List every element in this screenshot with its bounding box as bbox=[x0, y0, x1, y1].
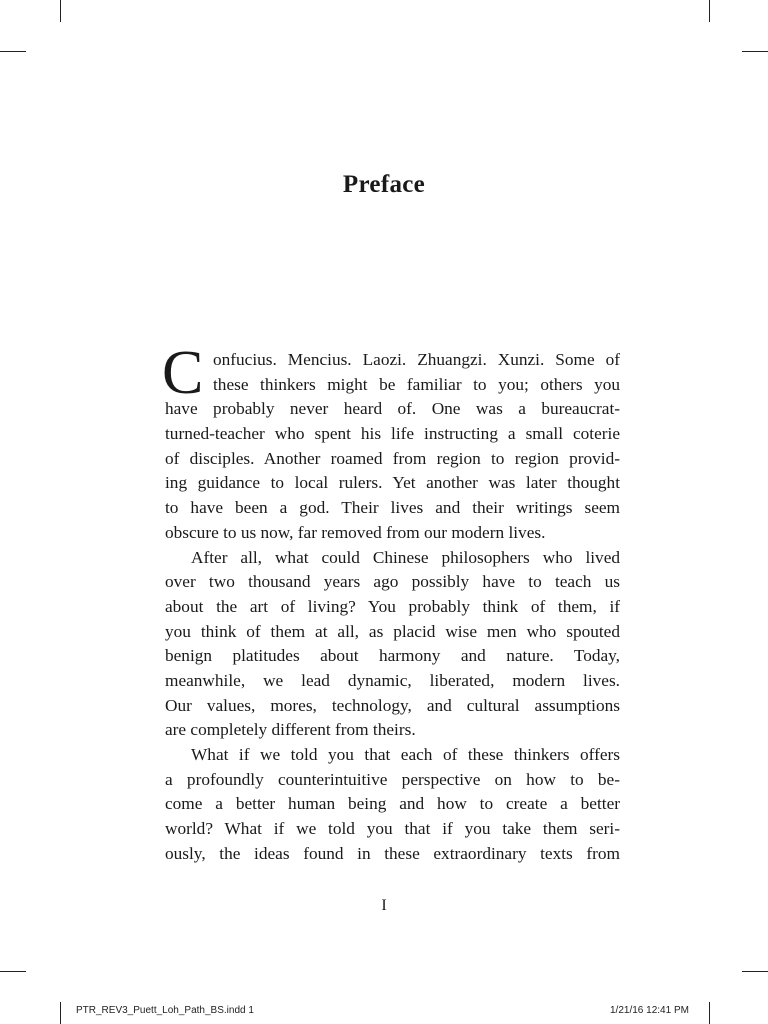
crop-mark bbox=[709, 1002, 710, 1024]
text-line: a profoundly counterintuitive perspective on how to be- bbox=[165, 769, 620, 789]
text-line: to have been a god. Their lives and their writings seem bbox=[165, 498, 620, 518]
slug-datetime: 1/21/16 12:41 PM bbox=[610, 1005, 689, 1016]
slug-filename: PTR_REV3_Puett_Loh_Path_BS.indd 1 bbox=[76, 1005, 254, 1016]
body-text bbox=[162, 339, 620, 866]
text-line: have probably never heard of. One was a bureaucrat- bbox=[165, 399, 620, 419]
text-line: What if we told you that each of these thinkers offers bbox=[191, 745, 620, 764]
paragraph-1 bbox=[165, 348, 620, 546]
text-line: world? What if we told you that if you take them seri- bbox=[165, 819, 620, 839]
text-line: obscure to us now, far removed from our modern lives. bbox=[165, 522, 546, 542]
page-number: I bbox=[381, 897, 387, 914]
text-line: turned-teacher who spent his life instructing a small coterie bbox=[165, 424, 620, 444]
page-title: Preface bbox=[342, 171, 426, 198]
crop-mark bbox=[60, 0, 61, 22]
text-line: over two thousand years ago possibly have to teach us bbox=[165, 572, 620, 592]
paragraph-3 bbox=[165, 743, 620, 866]
text-line: are completely different from theirs. bbox=[165, 720, 416, 740]
text-line: these thinkers might be familiar to you; others you bbox=[213, 374, 620, 394]
text-line: you think of them at all, as placid wise men who spouted bbox=[165, 621, 620, 641]
crop-mark bbox=[709, 0, 710, 22]
text-line: onfucius. Mencius. Laozi. Zhuangzi. Xunzi. Some of bbox=[213, 350, 620, 369]
crop-mark bbox=[0, 51, 26, 52]
text-line: meanwhile, we lead dynamic, liberated, modern lives. bbox=[165, 670, 620, 690]
text-line: ing guidance to local rulers. Yet another was later thought bbox=[165, 473, 620, 493]
text-line: of disciples. Another roamed from region to region provid- bbox=[165, 448, 620, 468]
paragraph-2 bbox=[165, 546, 620, 744]
crop-mark bbox=[742, 971, 768, 972]
text-line: After all, what could Chinese philosophers who lived bbox=[191, 547, 620, 567]
text-line: ously, the ideas found in these extraordinary texts from bbox=[165, 843, 620, 863]
crop-mark bbox=[60, 1002, 61, 1024]
text-line: Our values, mores, technology, and cultural assumptions bbox=[165, 695, 620, 715]
drop-cap: C bbox=[162, 339, 204, 407]
text-line: about the art of living? You probably think of them, if bbox=[165, 596, 620, 616]
crop-mark bbox=[0, 971, 26, 972]
text-line: benign platitudes about harmony and nature. Today, bbox=[165, 646, 620, 666]
text-line: come a better human being and how to create a better bbox=[165, 794, 620, 814]
crop-mark bbox=[742, 51, 768, 52]
